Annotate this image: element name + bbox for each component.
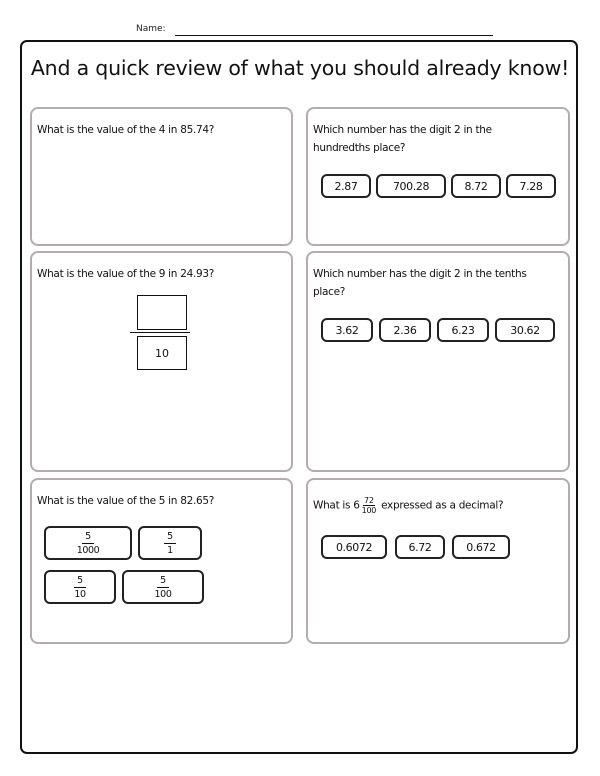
answer-option[interactable]: 2.87 [321,174,371,198]
answer-option[interactable] [44,526,132,560]
question-text: What is the value of the 5 in 82.65? [37,495,215,507]
answer-option[interactable]: 30.62 [495,318,555,342]
mixed-whole: 6 [353,499,360,512]
question-text [313,496,503,515]
answer-option[interactable] [44,570,116,604]
answer-option[interactable]: 6.23 [437,318,489,342]
question-panel-6 [306,478,570,644]
fraction-bar [130,332,190,333]
question-text: What is the value of the 4 in 85.74? [37,124,215,136]
option-numerator: 5 [74,575,86,588]
question-prefix: What is [313,499,351,512]
numerator-input-box[interactable] [137,295,187,330]
option-numerator: 5 [157,575,169,588]
question-text: Which number has the digit 2 in the tenths place? [313,268,527,298]
page-title: And a quick review of what you should already know! [30,56,570,80]
option-numerator: 5 [82,531,94,544]
question-text: Which number has the digit 2 in the hundredths place? [313,124,492,154]
answer-option[interactable]: 0.672 [452,535,510,559]
option-denominator: 100 [154,588,172,600]
name-field[interactable] [175,35,493,36]
option-denominator: 1 [167,544,173,556]
answer-option[interactable]: 2.36 [379,318,431,342]
mixed-numerator: 72 [364,496,374,505]
answer-option[interactable]: 700.28 [376,174,446,198]
denominator-box: 10 [137,336,187,370]
answer-option[interactable] [122,570,204,604]
answer-option[interactable]: 7.28 [506,174,556,198]
question-panel-1 [30,107,293,246]
question-panel-4 [306,251,570,472]
question-panel-5 [30,478,293,644]
name-label: Name: [136,24,166,34]
question-text: What is the value of the 9 in 24.93? [37,268,215,280]
answer-option[interactable]: 3.62 [321,318,373,342]
option-denominator: 1000 [76,544,100,556]
option-denominator: 10 [74,588,86,600]
question-panel-2 [306,107,570,246]
question-panel-3 [30,251,293,472]
option-numerator: 5 [164,531,176,544]
question-suffix: expressed as a decimal? [381,499,504,512]
answer-option[interactable]: 8.72 [451,174,501,198]
answer-option[interactable]: 6.72 [395,535,445,559]
answer-option[interactable]: 0.6072 [321,535,387,559]
answer-option[interactable] [138,526,202,560]
mixed-denominator: 100 [361,506,377,515]
